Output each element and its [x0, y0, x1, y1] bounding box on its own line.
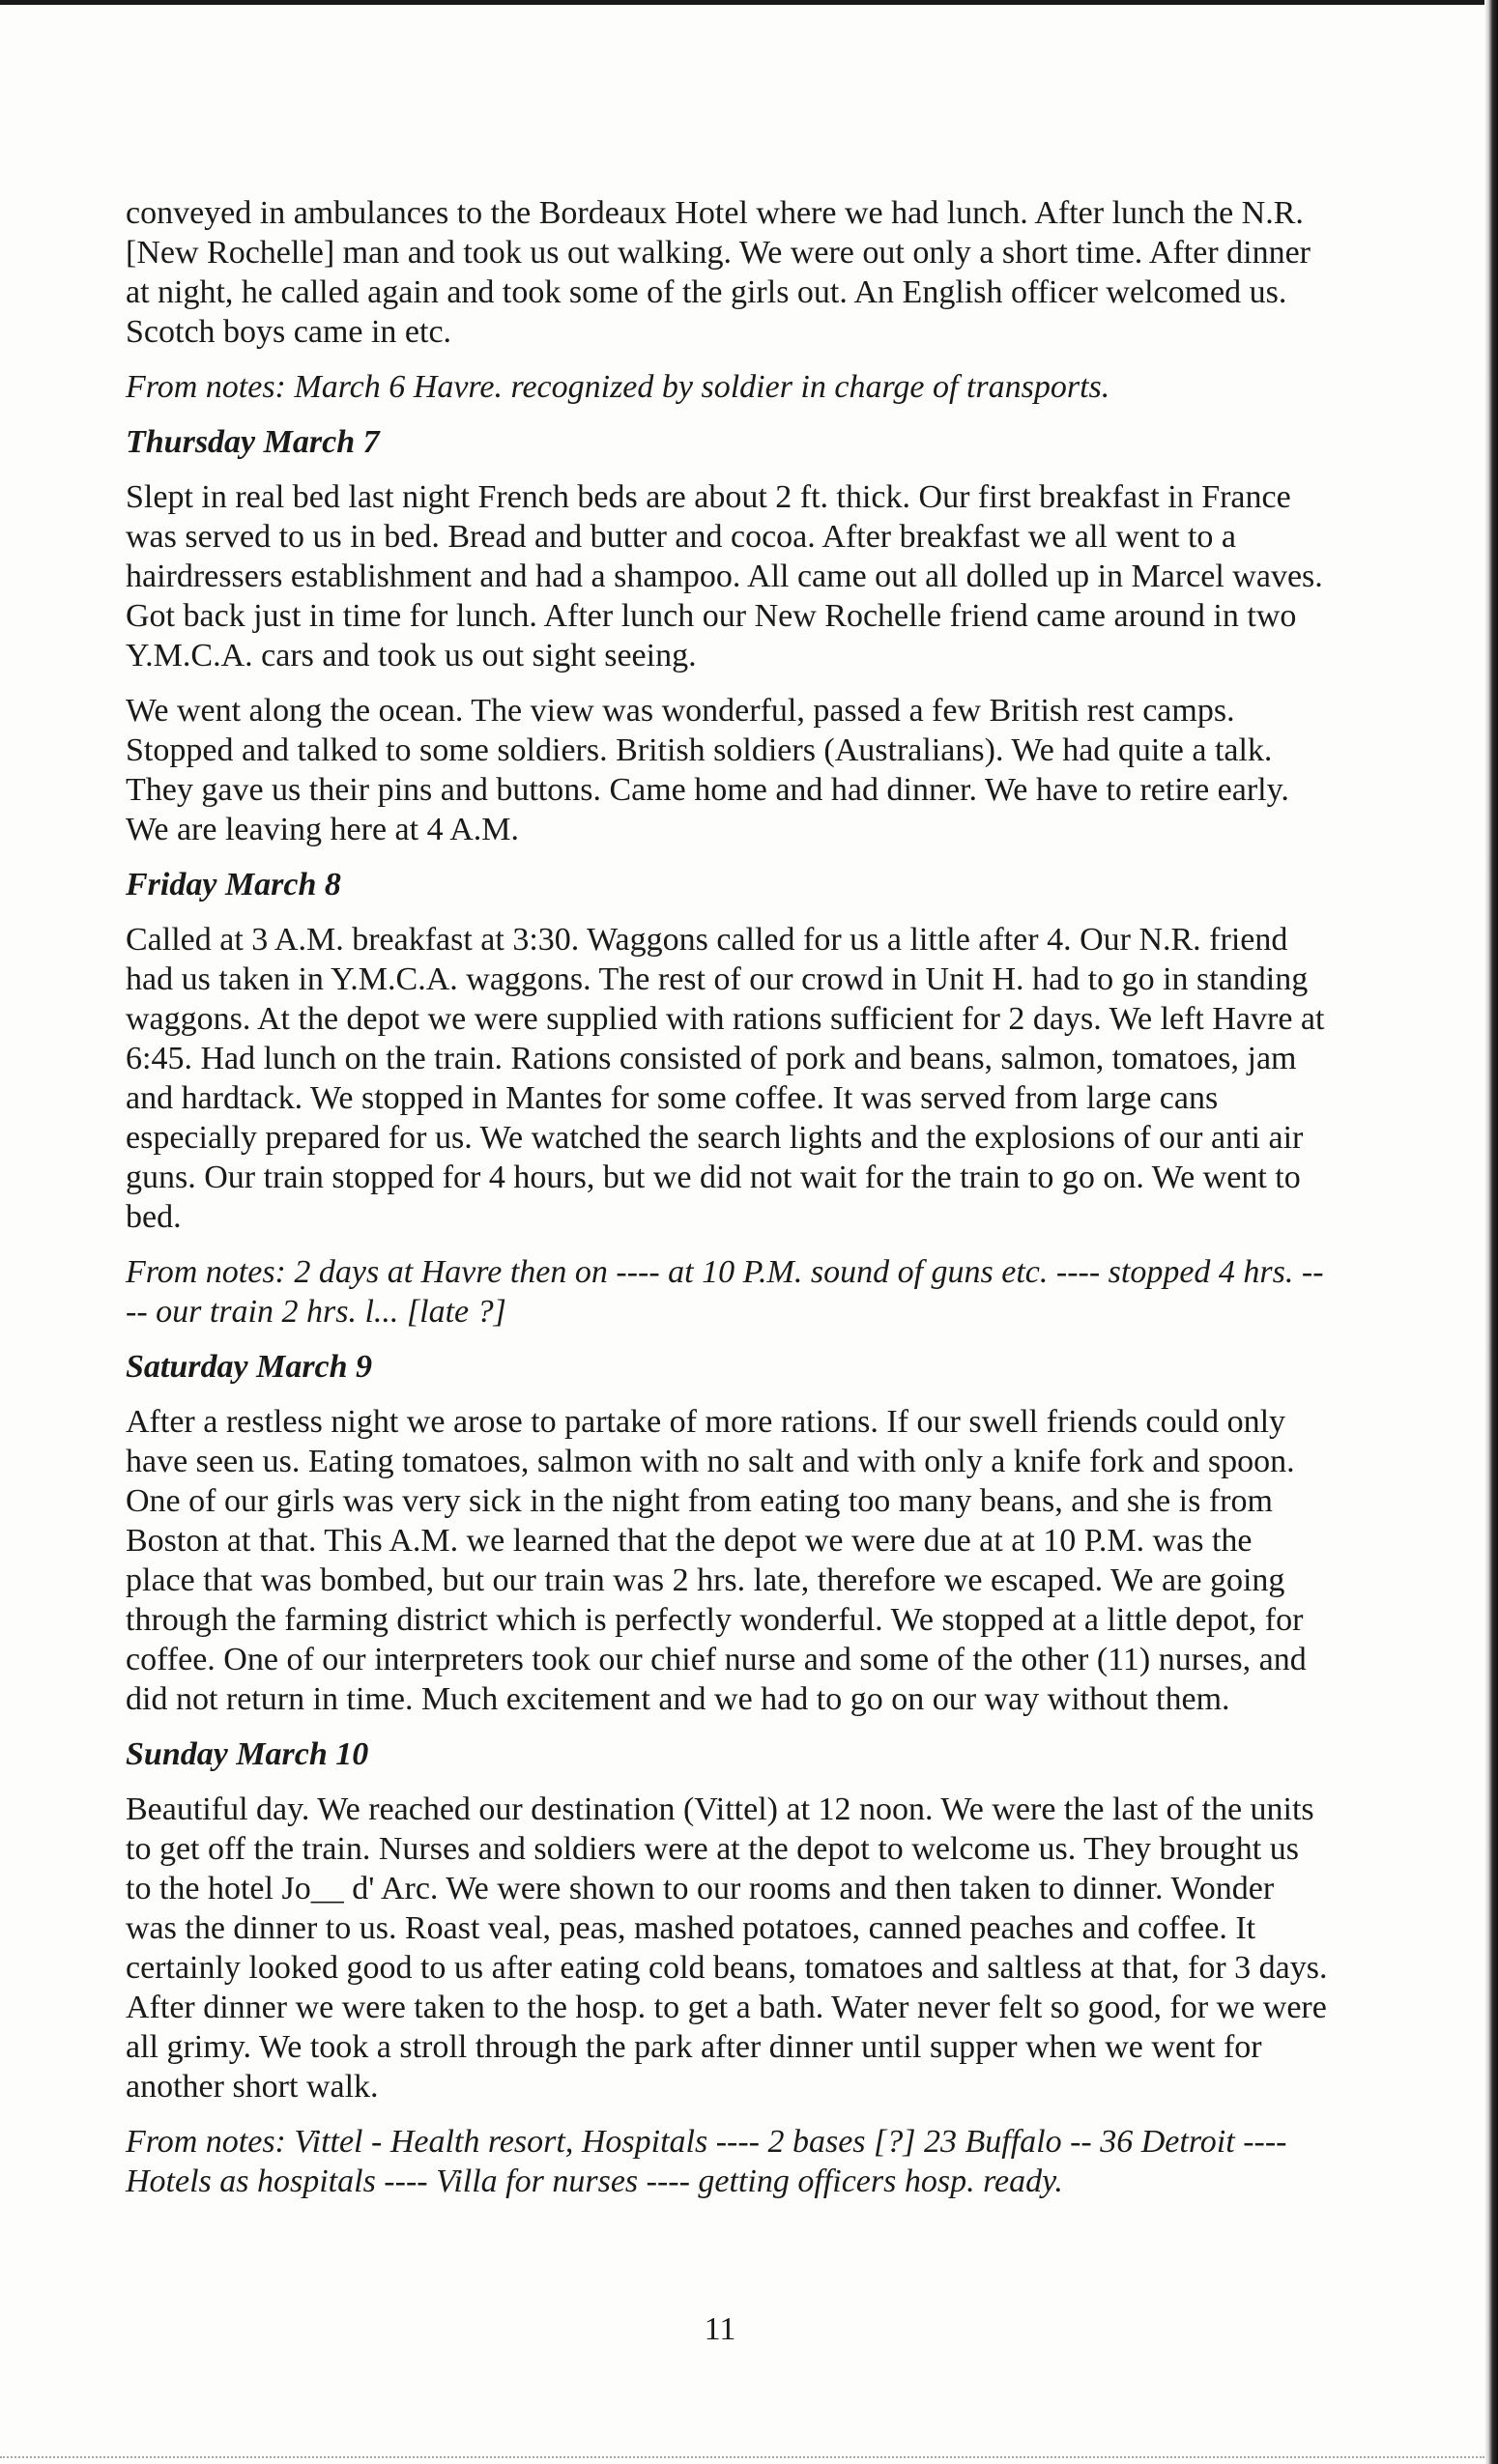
right-edge-shadow: [1484, 0, 1498, 2464]
entry-heading: Saturday March 9: [126, 1349, 373, 1385]
entry-heading: Sunday March 10: [126, 1736, 369, 1772]
entry-heading: Thursday March 7: [126, 424, 380, 460]
entry-paragraph: We went along the ocean. The view was wonderful, passed a few British rest camps. Stopped and talked to some soldiers. British soldiers (Australians). We had quite a talk. They gave us their pins and buttons. Came home and had dinner. We have to retire early. We are leaving here at 4 A.M.: [126, 693, 1289, 847]
entry-paragraph: Called at 3 A.M. breakfast at 3:30. Waggons called for us a little after 4. Our N.R. friend had us taken in Y.M.C.A. waggons. The rest of our crowd in Unit H. had to go in standing waggons. At the depot we were supplied with rations sufficient for 2 days. We left Havre at 6:45. Had lunch on the train. Rations consisted of pork and beans, salmon, tomatoes, jam and hardtack. We stopped in Mantes for some coffee. It was served from large cans especially prepared for us. We watched the search lights and the explosions of our anti air guns. Our train stopped for 4 hours, but we did not wait for the train to go on. We went to bed.: [126, 922, 1325, 1235]
entry-sunday-march-10: [126, 1734, 1329, 2201]
diary-text-body: [126, 193, 1329, 2217]
entry-heading: Friday March 8: [126, 867, 341, 903]
entry-paragraph: Beautiful day. We reached our destination (Vittel) at 12 noon. We were the last of the units to get off the train. Nurses and soldiers were at the depot to welcome us. They brought us to the hotel Jo__ d' Arc. We were shown to our rooms and then taken to dinner. Wonder was the dinner to us. Roast veal, peas, mashed potatoes, canned peaches and coffee. It certainly looked good to us after eating cold beans, tomatoes and saltless at that, for 3 days. After dinner we were taken to the hosp. to get a bath. Water never felt so good, for we were all grimy. We took a stroll through the park after dinner until supper when we went for another short walk.: [126, 1791, 1328, 2105]
entry-friday-march-8: [126, 865, 1329, 1332]
entry-paragraph: After a restless night we arose to partake of more rations. If our swell friends could only have seen us. Eating tomatoes, salmon with no salt and with only a knife fork and spoon. One of our girls was very sick in the night from eating too many beans, and she is from Boston at that. This A.M. we learned that the depot we were due at at 10 P.M. was the place that was bombed, but our train was 2 hrs. late, therefore we escaped. We are going through the farming district which is perfectly wonderful. We stopped at a little depot, for coffee. One of our interpreters took our chief nurse and some of the other (11) nurses, and did not return in time. Much excitement and we had to go on our way without them.: [126, 1404, 1307, 1717]
opening-paragraph: conveyed in ambulances to the Bordeaux Hotel where we had lunch. After lunch the N.R. [New Rochelle] man and took us out walking. We were out only a short time. After dinner at night, he called again and took some of the girls out. An English officer welcomed us. Scotch boys came in etc.: [126, 195, 1311, 350]
note-march-6: From notes: March 6 Havre. recognized by soldier in charge of transports.: [126, 369, 1110, 405]
top-edge-rule: [0, 0, 1498, 5]
entry-note: From notes: 2 days at Havre then on ---- at 10 P.M. sound of guns etc. ---- stopped 4 hrs. ---- our train 2 hrs. l... [late ?]: [126, 1254, 1324, 1330]
entry-note: From notes: Vittel - Health resort, Hospitals ---- 2 bases [?] 23 Buffalo -- 36 Detroit ---- Hotels as hospitals ---- Villa for nurses ---- getting officers hosp. ready.: [126, 2124, 1287, 2199]
page-number: 11: [704, 2311, 736, 2347]
entry-paragraph: Slept in real bed last night French beds are about 2 ft. thick. Our first breakfast in France was served to us in bed. Bread and butter and cocoa. After breakfast we all went to a hairdressers establishment and had a shampoo. All came out all dolled up in Marcel waves. Got back just in time for lunch. After lunch our New Rochelle friend came around in two Y.M.C.A. cars and took us out sight seeing.: [126, 479, 1323, 673]
entry-saturday-march-9: [126, 1347, 1329, 1719]
bottom-edge-dots: [0, 2456, 1484, 2464]
entry-thursday-march-7: [126, 422, 1329, 849]
